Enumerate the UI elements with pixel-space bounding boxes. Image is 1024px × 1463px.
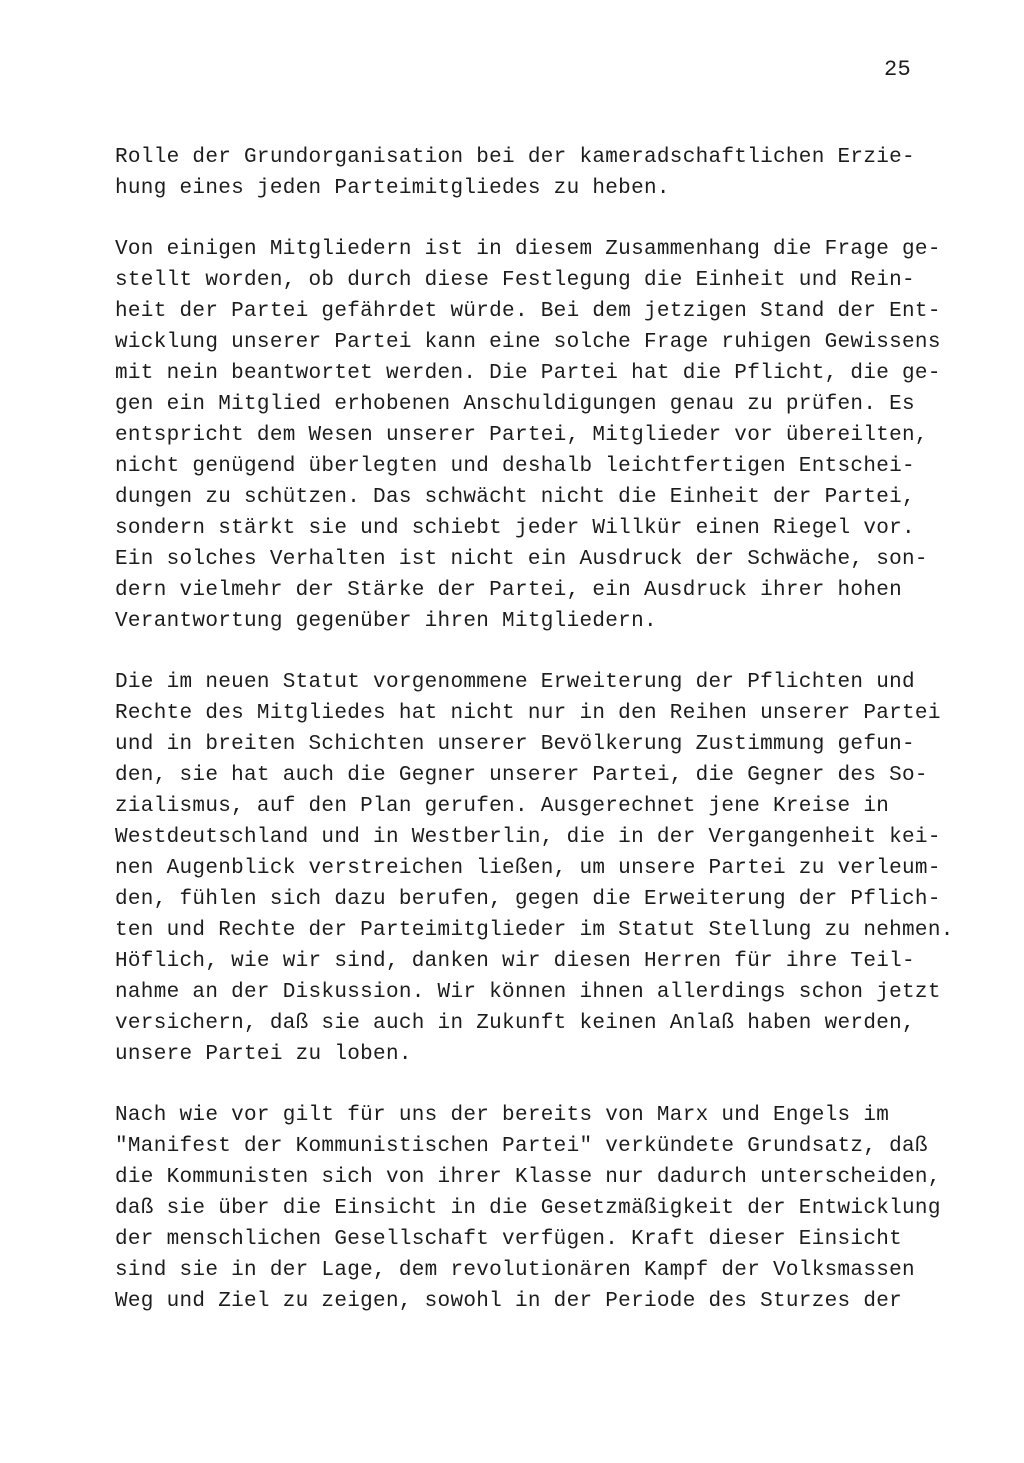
text-line: sondern stärkt sie und schiebt jeder Willkür einen Riegel vor. xyxy=(115,517,915,540)
text-line: wicklung unserer Partei kann eine solche Frage ruhigen Gewissens xyxy=(115,331,941,354)
text-line: der menschlichen Gesellschaft verfügen. Kraft dieser Einsicht xyxy=(115,1228,903,1251)
text-line: ten und Rechte der Parteimitglieder im Statut Stellung zu nehmen. xyxy=(115,919,954,942)
text-line: nicht genügend überlegten und deshalb leichtfertigen Entschei- xyxy=(115,455,915,478)
text-line: Von einigen Mitgliedern ist in diesem Zusammenhang die Frage ge- xyxy=(115,238,941,261)
text-line: Rechte des Mitgliedes hat nicht nur in den Reihen unserer Partei xyxy=(115,702,941,725)
text-line: Ein solches Verhalten ist nicht ein Ausdruck der Schwäche, son- xyxy=(115,548,928,571)
text-line: nahme an der Diskussion. Wir können ihnen allerdings schon jetzt xyxy=(115,981,941,1004)
text-line: Die im neuen Statut vorgenommene Erweiterung der Pflichten und xyxy=(115,671,915,694)
text-line: den, fühlen sich dazu berufen, gegen die Erweiterung der Pflich- xyxy=(115,888,941,911)
text-line: Rolle der Grundorganisation bei der kameradschaftlichen Erzie- xyxy=(115,146,915,169)
text-line: den, sie hat auch die Gegner unserer Partei, die Gegner des So- xyxy=(115,764,928,787)
paragraph xyxy=(115,1100,975,1317)
paragraph xyxy=(115,667,975,1070)
paragraph xyxy=(115,234,975,637)
page-number: 25 xyxy=(884,57,912,82)
text-line: gen ein Mitglied erhobenen Anschuldigungen genau zu prüfen. Es xyxy=(115,393,915,416)
text-line: stellt worden, ob durch diese Festlegung die Einheit und Rein- xyxy=(115,269,915,292)
text-line: "Manifest der Kommunistischen Partei" verkündete Grundsatz, daß xyxy=(115,1135,928,1158)
text-line: hung eines jeden Parteimitgliedes zu heben. xyxy=(115,177,670,200)
text-line: mit nein beantwortet werden. Die Partei hat die Pflicht, die ge- xyxy=(115,362,941,385)
body-text xyxy=(115,142,975,1347)
text-line: dern vielmehr der Stärke der Partei, ein Ausdruck ihrer hohen xyxy=(115,579,903,602)
text-line: sind sie in der Lage, dem revolutionären Kampf der Volksmassen xyxy=(115,1259,915,1282)
text-line: daß sie über die Einsicht in die Gesetzmäßigkeit der Entwicklung xyxy=(115,1197,941,1220)
text-line: unsere Partei zu loben. xyxy=(115,1043,412,1066)
text-line: versichern, daß sie auch in Zukunft keinen Anlaß haben werden, xyxy=(115,1012,915,1035)
paragraph xyxy=(115,142,975,204)
text-line: und in breiten Schichten unserer Bevölkerung Zustimmung gefun- xyxy=(115,733,915,756)
text-line: dungen zu schützen. Das schwächt nicht die Einheit der Partei, xyxy=(115,486,915,509)
text-line: die Kommunisten sich von ihrer Klasse nur dadurch unterscheiden, xyxy=(115,1166,941,1189)
text-line: Verantwortung gegenüber ihren Mitgliedern. xyxy=(115,610,657,633)
text-line: zialismus, auf den Plan gerufen. Ausgerechnet jene Kreise in xyxy=(115,795,890,818)
text-line: Nach wie vor gilt für uns der bereits von Marx und Engels im xyxy=(115,1104,890,1127)
text-line: entspricht dem Wesen unserer Partei, Mitglieder vor übereilten, xyxy=(115,424,928,447)
text-line: nen Augenblick verstreichen ließen, um unsere Partei zu verleum- xyxy=(115,857,941,880)
text-line: Westdeutschland und in Westberlin, die in der Vergangenheit kei- xyxy=(115,826,941,849)
text-line: Höflich, wie wir sind, danken wir diesen Herren für ihre Teil- xyxy=(115,950,915,973)
text-line: Weg und Ziel zu zeigen, sowohl in der Periode des Sturzes der xyxy=(115,1290,903,1313)
text-line: heit der Partei gefährdet würde. Bei dem jetzigen Stand der Ent- xyxy=(115,300,941,323)
